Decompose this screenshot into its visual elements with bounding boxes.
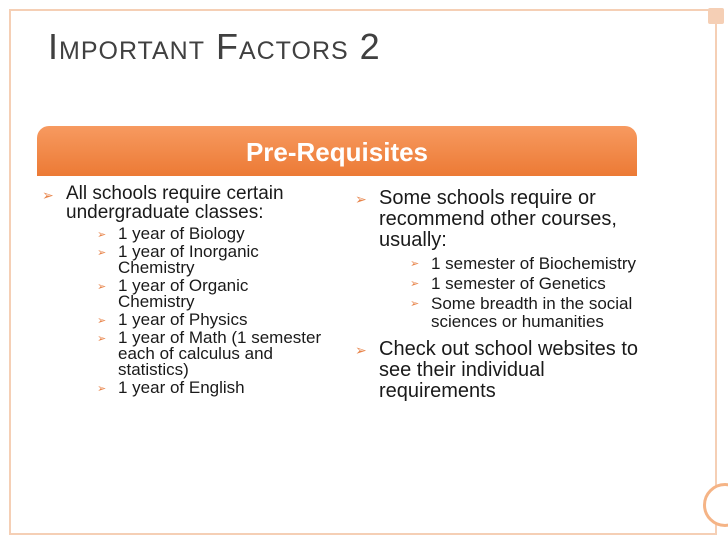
sub-list-item-text: 1 year of Math (1 semester each of calculus and statistics)	[118, 328, 322, 379]
arrow-bullet-icon: ➢	[97, 229, 107, 241]
sub-list-item-text: 1 year of Inorganic Chemistry	[118, 242, 259, 277]
left-sub-list	[96, 226, 325, 396]
sub-list-item	[96, 330, 325, 378]
sub-list-item	[409, 275, 643, 293]
list-item	[353, 339, 643, 402]
sub-list-item-text: Some breadth in the social sciences or humanities	[431, 294, 633, 331]
list-item	[40, 184, 325, 396]
left-column	[40, 184, 325, 398]
sub-list-item	[409, 295, 643, 331]
right-column	[353, 188, 643, 402]
right-intro-text: Some schools require or recommend other courses, usually:	[379, 187, 617, 251]
arrow-bullet-icon: ➢	[42, 187, 54, 203]
arrow-bullet-icon: ➢	[410, 258, 420, 270]
sub-list-item	[96, 278, 325, 310]
arrow-bullet-icon: ➢	[97, 247, 107, 259]
arrow-bullet-icon: ➢	[97, 383, 107, 395]
sub-list-item	[409, 255, 643, 273]
arrow-bullet-icon: ➢	[97, 281, 107, 293]
sub-list-item	[96, 244, 325, 276]
section-header-text: Pre-Requisites	[245, 137, 429, 167]
sub-list-item-text: 1 year of English	[118, 378, 245, 397]
right-closing-text: Check out school websites to see their individual requirements	[379, 338, 639, 402]
sub-list-item	[96, 312, 325, 328]
arrow-bullet-icon: ➢	[410, 298, 420, 310]
sub-list-item-text: 1 year of Physics	[118, 310, 248, 329]
sub-list-item	[96, 226, 325, 242]
arrow-bullet-icon: ➢	[97, 315, 107, 327]
sub-list-item	[96, 380, 325, 396]
sub-list-item-text: 1 year of Biology	[118, 224, 245, 243]
sub-list-item-text: 1 year of Organic Chemistry	[118, 276, 249, 311]
arrow-bullet-icon: ➢	[410, 278, 420, 290]
arrow-bullet-icon: ➢	[97, 333, 107, 345]
sub-list-item-text: 1 semester of Genetics	[431, 274, 606, 293]
list-item	[353, 188, 643, 331]
right-sub-list	[409, 255, 643, 331]
arrow-bullet-icon: ➢	[355, 342, 367, 358]
corner-square-decoration	[708, 8, 724, 24]
section-header-bar	[37, 126, 637, 176]
sub-list-item-text: 1 semester of Biochemistry	[431, 254, 637, 273]
slide-title: Important Factors 2	[48, 26, 381, 67]
arrow-bullet-icon: ➢	[355, 191, 367, 207]
left-intro-text: All schools require certain undergraduate classes:	[66, 183, 284, 223]
